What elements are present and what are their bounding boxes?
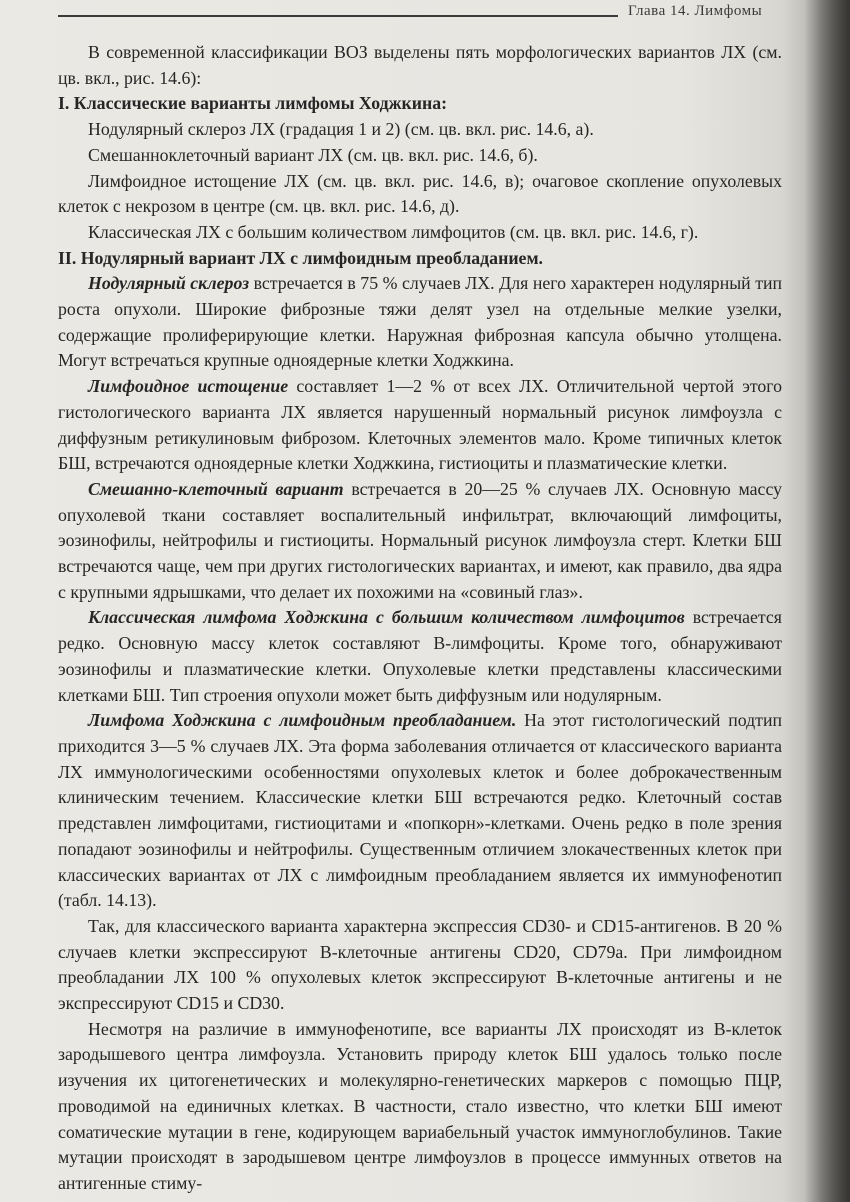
running-head: Глава 14. Лимфомы [628,3,763,19]
run-in-term: Нодулярный склероз [88,273,250,294]
intro-paragraph: В современной классификации ВОЗ выделены пять морфологических вариантов ЛХ (см. цв. вкл., рис. 14.6): [58,42,782,88]
run-in-term: Смешанно-клеточный вариант [88,478,344,499]
run-in-term: Лимфома Ходжкина с лимфоидным преобладанием. [88,710,517,731]
paragraph-text: встречается в 20—25 % случаев ЛХ. Основную массу опухолевой ткани составляет воспалительный инфильтрат, включающий лимфоциты, эозинофилы, нейтрофилы и гистиоциты. Нормальный рисунок лимфоузла стерт. Клетки БШ встречаются чаще, чем при других гистологических вариантах, и имеют, как правило, два ядра с крупными ядрышками, что делает их похожими на «совиный глаз». [58,478,782,602]
run-in-term: Классическая лимфома Ходжкина с большим количеством лимфоцитов [88,607,685,628]
paragraph-text: составляет 1—2 % от всех ЛХ. Отличительной чертой этого гистологического варианта ЛХ является нарушенный нормальный рисунок лимфоузла с диффузным ретикулиновым фиброзом. Клеточных элементов мало. Кроме типичных клеток БШ, встречаются одноядерные клетки Ходжкина, гистиоциты и плазматические клетки. [58,376,783,474]
body-paragraph [58,271,782,374]
body-paragraph [58,477,782,606]
variant-item: Классическая ЛХ с большим количеством лимфоцитов (см. цв. вкл. рис. 14.6, г). [88,221,699,242]
run-in-term: Лимфоидное истощение [88,376,289,397]
book-spine-shadow [804,0,850,1202]
header-rule [58,15,618,17]
variant-item: Нодулярный склероз ЛХ (градация 1 и 2) (см. цв. вкл. рис. 14.6, а). [88,119,594,140]
body-paragraph [58,605,782,708]
page-body [58,40,782,1197]
variant-item: Смешанноклеточный вариант ЛХ (см. цв. вкл. рис. 14.6, б). [88,144,538,165]
body-paragraph [58,708,782,914]
body-paragraph [58,374,782,477]
section-heading-nodular: II. Нодулярный вариант ЛХ с лимфоидным преобладанием. [58,247,544,268]
variant-item: Лимфоидное истощение ЛХ (см. цв. вкл. рис. 14.6, в); очаговое скопление опухолевых клеток с некрозом в центре (см. цв. вкл. рис. 14.6, д). [58,170,782,217]
body-paragraph: Несмотря на различие в иммунофенотипе, все варианты ЛХ происходят из В-клеток зародышевого центра лимфоузла. Установить природу клеток БШ удалось только после изучения их цитогенетических и молекулярно-генетических маркеров с помощью ПЦР, проводимой на единичных клетках. В частности, стало известно, что клетки БШ имеют соматические мутации в гене, кодирующем вариабельный участок иммуноглобулинов. Такие мутации происходят в зародышевом центре лимфоузлов в процессе иммунных ответов на антигенные стиму- [58,1018,782,1193]
paragraph-text: встречается редко. Основную массу клеток составляют В-лимфоциты. Кроме того, обнаруживают эозинофилы и плазматические клетки. Опухолевые клетки представлены классическими клетками БШ. Тип строения опухоли может быть диффузным или нодулярным. [58,607,782,705]
paragraph-text: встречается в 75 % случаев ЛХ. Для него характерен нодулярный тип роста опухоли. Широкие фиброзные тяжи делят узел на отдельные мелкие узелки, содержащие пролиферирующие клетки. Наружная фиброзная капсула обычно утолщена. Могут встречаться крупные одноядерные клетки Ходжкина. [58,273,782,371]
section-heading-classic: I. Классические варианты лимфомы Ходжкина: [58,93,448,114]
paragraph-text: На этот гистологический подтип приходится 3—5 % случаев ЛХ. Эта форма заболевания отличается от классического варианта ЛХ иммунологическими особенностями опухолевых клеток и более доброкачественным клиническим течением. Классические клетки БШ встречаются редко. Клеточный состав представлен лимфоцитами, гистиоцитами и «попкорн»-клетками. Очень редко в поле зрения попадают эозинофилы и нейтрофилы. Существенным отличием злокачественных клеток при классических вариантах от ЛХ с лимфоидным преобладанием является их иммунофенотип (табл. 14.13). [58,710,782,911]
body-paragraph: Так, для классического варианта характерна экспрессия CD30- и CD15-антигенов. В 20 % случаев клетки экспрессируют В-клеточные антигены CD20, CD79a. При лимфоидном преобладании ЛХ 100 % опухолевых клеток экспрессируют В-клеточные антигены и не экспрессируют CD15 и CD30. [58,915,782,1014]
